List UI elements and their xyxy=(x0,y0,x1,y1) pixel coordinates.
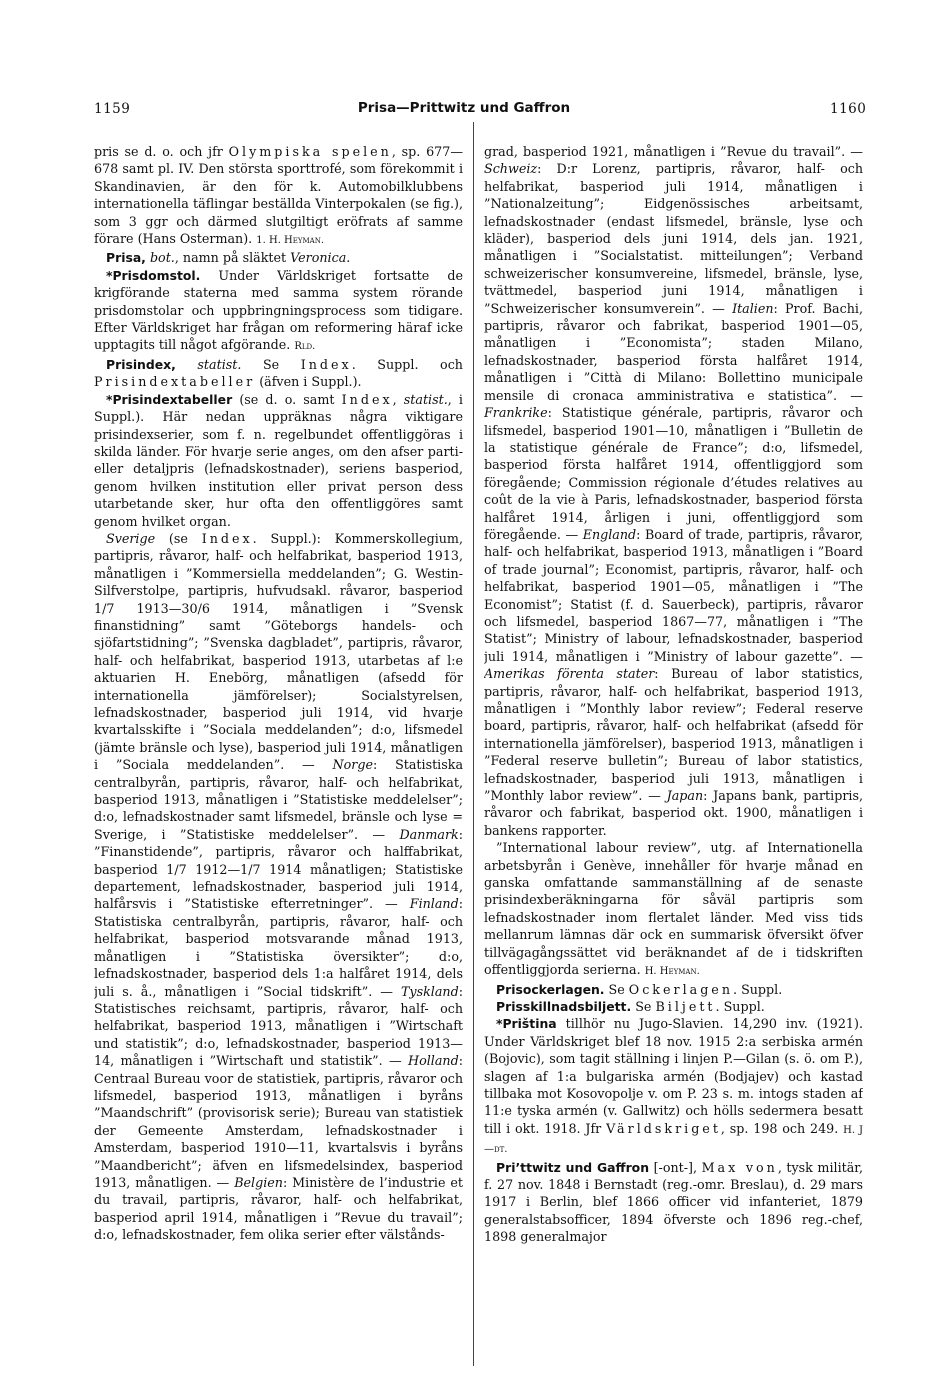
entry-text: . Suppl. xyxy=(733,981,783,997)
entry-abbreviation: statist. xyxy=(403,391,448,407)
author-signature: 1. H. Heyman. xyxy=(256,235,325,247)
entry-text: Se xyxy=(631,998,656,1014)
author-signature: H. Heyman. xyxy=(644,966,700,978)
cross-reference: Biljett xyxy=(655,998,716,1014)
entry-prisa xyxy=(94,249,463,266)
entry-text: (äfven i Suppl.). xyxy=(255,374,362,390)
entry-headword: Prisindex, xyxy=(106,356,176,372)
entry-text: : Statistique générale, partipris, råvaror och lifsmedel, basperiod 1901—10, månatligen i ”Bulletin de la statistique générale de France”; d:o, lifsmedel, basperiod första halfåret 1914, offentliggjord som föregående; Commission régionale d’études relatives au coût de la vie à Paris, lefnadskostnader, basperiod första halfåret 1914, årligen i juni, offentliggjord som föregående. — xyxy=(484,405,863,542)
country-name: Japan xyxy=(666,788,704,804)
entry-text: ”International labour review”, utg. af Internationella arbetsbyrån i Genève, innehåller för hvarje månad en ganska omfattande sammanställning af de senaste prisindexberäkningarna för såväl partipris som lefnadskostnader inom flertalet länder. Med viss tids mellanrum lämnas där ock en summarisk öfversikt öfver tillvägagångssättet vid beräknandet af de i tidskriften offentliggjorda serierna. xyxy=(484,840,863,978)
entry-text: [-ont-], xyxy=(649,1159,702,1175)
paragraph-international-labour-review xyxy=(484,839,863,980)
country-name: Frankrike xyxy=(484,405,548,421)
country-name: Tyskland xyxy=(400,983,459,999)
country-name: England xyxy=(582,526,637,542)
entry-text: : D:r Lorenz, partipris, råvaror, half- och helfabrikat, basperiod juli 1914, månatligen i ”Nationalzeitung”; Eidgenössisches arbeitsamt, lefnadskostnader (endast lifsmedel, bränsle, lyse och kläder), basperiod dels juni 1914, dels jan. 1921, månatligen i ”Socialstatist. mitteilungen”; Verband schweizerischer konsumvereine, lifsmedel, bränsle, lyse, tvättmedel, basperiod juni 1914, månatligen i ”Schweizerischer konsumverein”. — xyxy=(484,161,863,316)
cross-reference: Världskriget xyxy=(606,1120,721,1136)
cross-reference: Index xyxy=(201,530,253,546)
entry-abbreviation: bot. xyxy=(149,250,175,266)
entry-prittwitz-und-gaffron xyxy=(484,1159,863,1246)
right-column xyxy=(484,143,863,1368)
country-name: Sverige xyxy=(106,530,156,546)
entry-pristina xyxy=(484,1015,863,1158)
entry-text: : Centraal Bureau voor de statistiek, partipris, råvaror och lifsmedel, basperiod 1913, månatligen i byråns ”Maandschrift” (provisorisk serie); Bureau van statistiek der Gemeente Amsterdam, lefnadskostnader i Amsterdam, basperiod 1910—11, kvartalsvis i byråns ”Maandbericht”; äfven en lifsmedelsindex, basperiod 1913, månatligen. — xyxy=(94,1053,463,1190)
entry-text: (se d. o. samt xyxy=(232,391,342,407)
entry-text: grad, basperiod 1921, månatligen i ”Revue du travail”. — xyxy=(484,144,863,159)
entry-text: Se xyxy=(604,981,629,997)
entry-text: : Japans bank, partipris, råvaror och fabrikat, basperiod okt. 1900, månatligen i bankens rapporter. xyxy=(484,788,863,838)
cross-reference: Index xyxy=(341,391,393,407)
country-name: Italien xyxy=(732,300,774,316)
entry-prisskillnadsbiljett xyxy=(484,998,863,1015)
entry-text: . Suppl. xyxy=(715,998,765,1014)
country-name: Norge xyxy=(332,757,373,773)
entry-headword: Pri’ttwitz und Gaffron xyxy=(496,1159,650,1175)
page-number-left: 1159 xyxy=(94,101,131,117)
country-name: Amerikas förenta stater xyxy=(484,666,655,682)
entry-prisindex xyxy=(94,356,463,391)
entry-text: Se xyxy=(241,356,301,372)
country-listings-continued xyxy=(484,143,863,839)
entry-text: , sp. 198 och 249. xyxy=(720,1120,839,1136)
page-number-right: 1160 xyxy=(830,101,867,117)
entry-text: : Board of trade, partipris, råvaror, half- och helfabrikat, basperiod 1913, månatligen i ”Board of trade journal”; Economist, partipris, råvaror, half- och helfabrikat, basperiod 1901—05, månatligen i ”The Economist”; Statist (f. d. Sauerbeck), partipris, råvaror och lifsmedel, basperiod 1867—77, månatligen i ”The Statist”; Ministry of labour, lefnadskostnader, basperiod juli 1914, månatligen i ”Ministry of labour gazette”. — xyxy=(484,526,863,664)
person-name: Max von xyxy=(701,1159,778,1175)
entry-text: , tysk militär, f. 27 nov. 1848 i Bernstadt (reg.-omr. Breslau), d. 29 mars 1917 i Berlin, blef 1866 officer vid infanteriet, 1879 generalstabsofficer, 1894 öfverste och 1896 reg.-chef, 1898 generalmajor xyxy=(484,1159,863,1245)
country-name: Danmark xyxy=(399,826,459,842)
column-rule xyxy=(473,122,474,1366)
entry-headword: *Prisindextabeller xyxy=(106,391,233,407)
entry-prisdomstol xyxy=(94,267,463,356)
entry-prisindextabeller xyxy=(94,391,463,530)
entry-text: . Suppl.): Kommerskollegium, partipris, råvaror, half- och helfabrikat, basperiod 1913, månatligen i ”Kommersiella meddelanden”; G. Westin-Silfverstolpe, partipris, hufvudsakl. råvaror, basperiod 1/7 1913—30/6 1914, månatligen i ”Svensk finanstidning” samt ”Göteborgs handels- och sjöfartstidning”; ”Svenska dagbladet”, partipris, råvaror, half- och helfabrikat, basperiod 1913, utarbetas af l:e aktuarien H. Enebörg, månatligen (afsedd för internationella jämförelser); Socialstyrelsen, lefnadskostnader, basperiod juli 1914, vid hvarje kvartalsskifte i ”Sociala meddelanden”; d:o, lifsmedel (jämte bränsle och lyse), basperiod juli 1914, månatligen i ”Sociala meddelanden”. — xyxy=(94,530,463,773)
entry-text: Under Världskriget fortsatte de krigförande staterna med samma system rörande prisdomstolar och uppbringningsprocess som tidigare. Efter Världskriget har frågan om reformering häraf icke upptagits till något afgörande. xyxy=(94,267,463,353)
entry-text: , namn på släktet xyxy=(174,250,291,266)
country-name: Belgien xyxy=(234,1174,283,1190)
entry-text: : Statistisches reichsamt, partipris, råvaror, half- och helfabrikat, basperiod 1913, månatligen i ”Wirtschaft und statistik”; d:o, lefnadskostnader, basperiod 1913—14, månatligen i ”Wirtschaft und statistik”. — xyxy=(94,983,463,1069)
entry-text: : Statistiska centralbyrån, partipris, råvaror, half- och helfabrikat, basperiod motsvarande månad 1913, månatligen i ”Statistiska översikter”; d:o, lefnadskostnader, basperiod dels 1:a halfåret 1914, dels juli s. å., månatligen i ”Social tidskrift”. — xyxy=(94,896,463,999)
entry-headword: Prisockerlagen. xyxy=(496,981,605,997)
entry-text: pris se d. o. och jfr xyxy=(94,144,229,159)
entry-text: : Bureau of labor statistics, partipris, råvaror, half- och helfabrikat, basperiod 1913, månatligen i ”Monthly labor review”; Federal reserve board, partipris, råvaror, half- och helfabrikat (afsedd för internationella jämförelser), basperiod 1913, månatligen i ”Federal reserve bulletin”; Bureau of labor statistics, lefnadskostnader, basperiod juli 1913, månatligen i ”Monthly labor review”. — xyxy=(484,666,863,804)
running-head: Prisa—Prittwitz und Gaffron xyxy=(357,100,571,116)
entry-prisockerlagen xyxy=(484,981,863,998)
entry-text: (se xyxy=(155,530,202,546)
entry-text: : Statistiska centralbyrån, partipris, råvaror, half- och helfabrikat, basperiod 1913, månatligen i ”Statistiske meddelelser”; d:o, lefnadskostnader samt lifsmedel, bränsle och lyse = Sverige, i ”Statistiske meddelelser”. — xyxy=(94,757,463,842)
author-signature: H. J—dt. xyxy=(484,1124,863,1156)
entry-text: : Prof. Bachi, partipris, råvaror och fabrikat, basperiod 1901—05, månatligen i ”Economista”; staden Milano, lefnadskostnader, basperiod första halfåret 1914, månatligen i ”Città di Milano: Bollettino municipale mensile di cronaca amministrativa e statistica”. — xyxy=(484,300,863,403)
entry-text: , i Suppl.). Här nedan uppräknas några viktigare prisindexserier, som f. n. regelbundet offentliggöras i skilda länder. För hvarje serie anges, om den afser parti- eller detaljpris (lefnadskostnader), seriens basperiod, genom hvilken institution eller privat person dess utarbetande sker, hur ofta den offentliggöres samt genom hvilket organ. xyxy=(94,391,463,529)
cross-reference: Index xyxy=(300,356,352,372)
cross-reference: Prisindextabeller xyxy=(94,374,256,390)
country-name: Schweiz xyxy=(484,161,538,177)
entry-text: , xyxy=(392,391,404,407)
entry-text: . Suppl. och xyxy=(351,356,463,372)
author-signature: Rld. xyxy=(294,341,316,353)
country-name: Finland xyxy=(409,896,459,912)
entry-text: : ”Finanstidende”, partipris, råvaror och halffabrikat, basperiod 1/7 1912—1/7 1914 månatligen; Statistiske departement, lefnadskostnader, basperiod juli 1914, halfårsvis i ”Statistiske efterretninger”. — xyxy=(94,826,463,912)
entry-text: , sp. 677—678 samt pl. IV. Den största sporttrofé, som förekommit i Skandinavien, är den för k. Automobilklubbens internationella täflingar beställda Vinterpokalen (se fig.), som 3 ggr och därmed slutgiltigt eröfrats af samme förare (Hans Osterman). xyxy=(94,144,463,247)
entry-headword: Prisskillnadsbiljett. xyxy=(496,998,632,1014)
country-listings xyxy=(94,530,463,1244)
entry-text: tillhör nu Jugo-Slavien. 14,290 inv. (1921). Under Världskriget blef 18 nov. 1915 2:a serbiska armén (Bojovic), som tagit ställning i linjen P.—Gilan (s. ö. om P.), slagen af 1:a bulgariska armén (Bodjajev) och kastad tillbaka mot Kosovopolje v. om P. 23 s. m. intogs staden af 11:e tyska armén (v. Gallwitz) och hölls sedermera besatt till i okt. 1918. Jfr xyxy=(484,1016,863,1136)
left-column xyxy=(94,143,463,1368)
entry-text: : Ministère de l’industrie et du travail, partipris, råvaror, half- och helfabrikat, basperiod april 1914, månatligen i ”Revue du travail”; d:o, lefnadskostnader, fem olika serier efter välstånds- xyxy=(94,1174,463,1243)
entry-headword: *Prisdomstol. xyxy=(106,267,201,283)
entry-headword: *Priština xyxy=(496,1016,557,1032)
entry-headword: Prisa, xyxy=(106,250,146,266)
genus-name: Veronica. xyxy=(290,250,351,266)
entry-olympic-trophy xyxy=(94,143,463,249)
country-name: Holland xyxy=(408,1053,459,1069)
cross-reference: Ockerlagen xyxy=(628,981,733,997)
entry-abbreviation: statist. xyxy=(197,356,242,372)
cross-reference: Olympiska spelen xyxy=(228,144,392,159)
